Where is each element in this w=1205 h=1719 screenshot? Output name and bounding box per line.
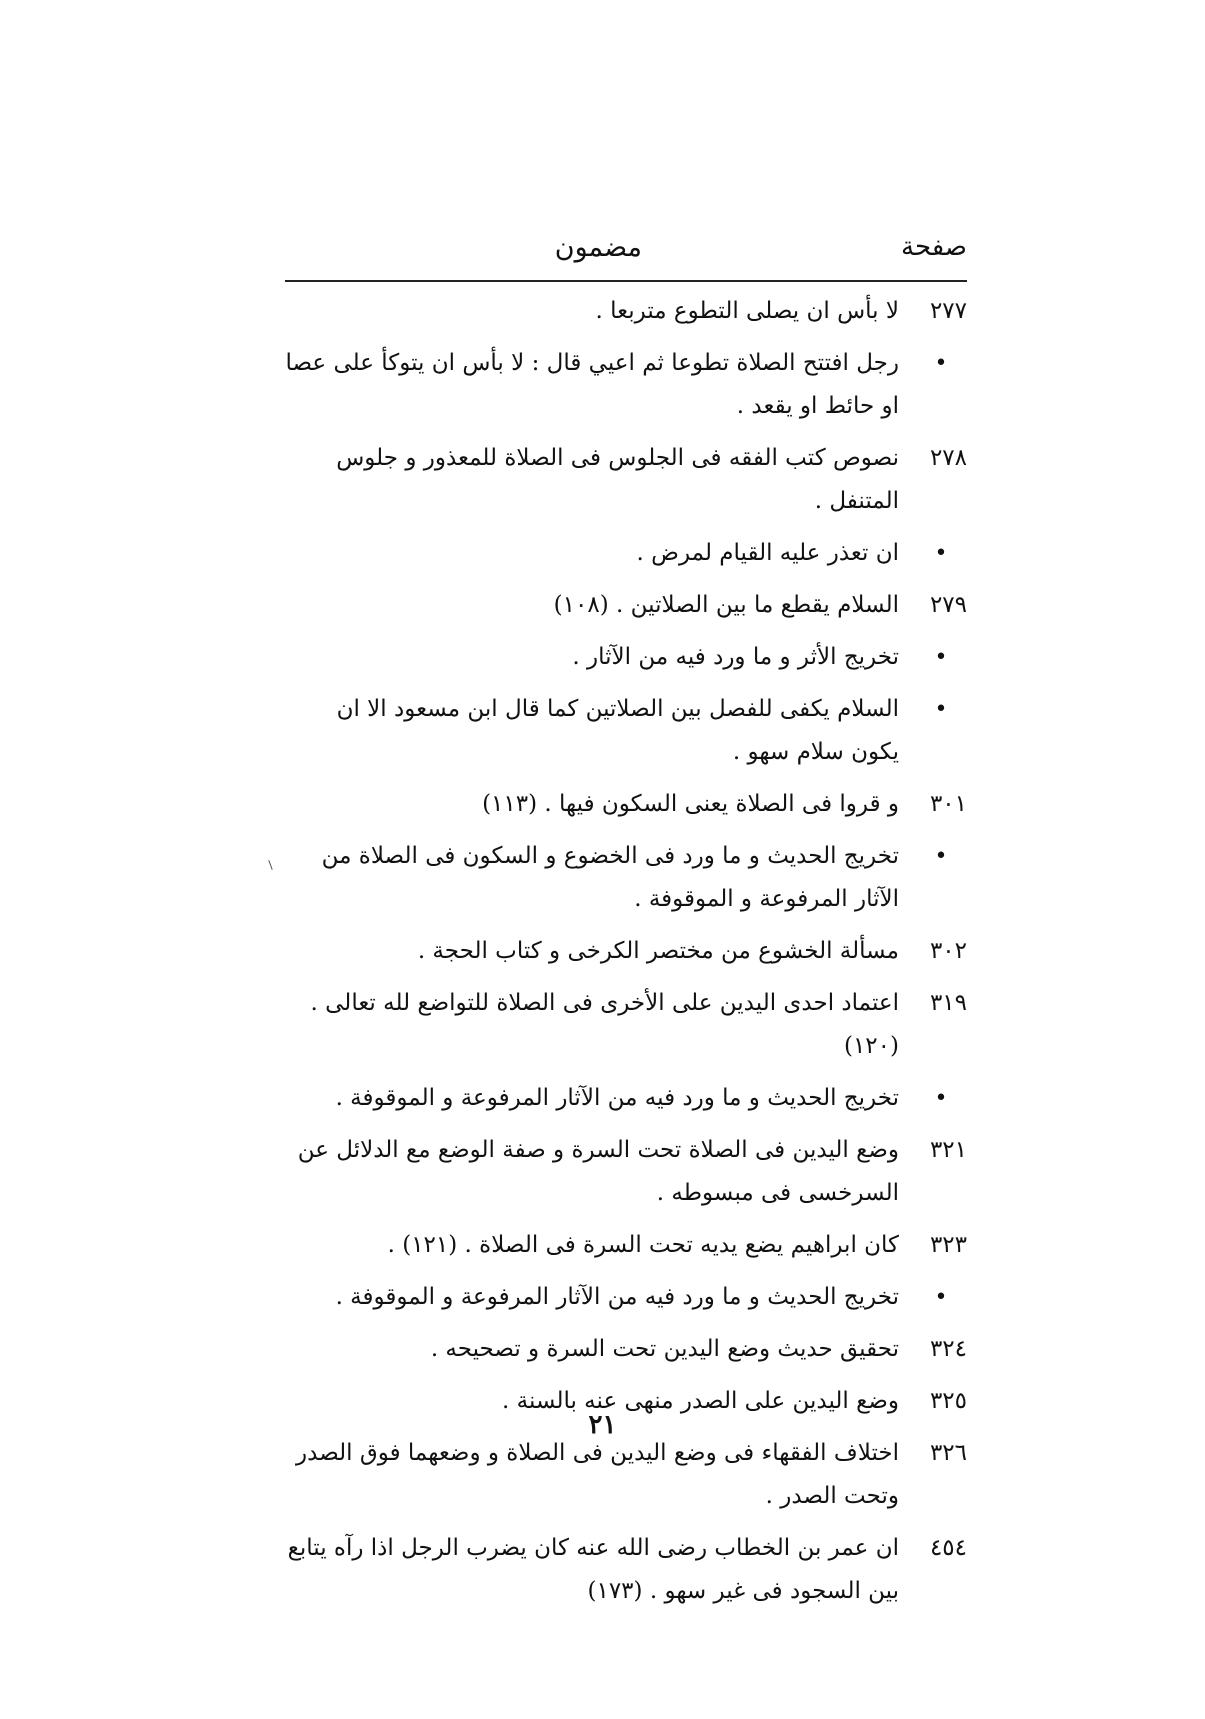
entry-page-number: ٣٢١ — [929, 1137, 967, 1163]
entry-page-number: ٢٧٩ — [929, 592, 967, 618]
page-number: ٢١ — [588, 1410, 617, 1440]
page-column-heading: صفحة — [901, 232, 967, 262]
list-item — [285, 1129, 967, 1215]
list-item — [285, 584, 967, 627]
entry-text: تخريج الحديث و ما ورد فى الخضوع و السكون فى الصلاة من الآثار المرفوعة و الموقوفة . — [321, 843, 899, 912]
entry-page-number: ٣٢٣ — [929, 1232, 967, 1258]
scan-mark — [268, 860, 272, 870]
entry-text: تخريج الحديث و ما ورد فيه من الآثار المرفوعة و الموقوفة . — [335, 1085, 899, 1111]
list-item — [285, 1432, 967, 1518]
entry-text: وضع اليدين فى الصلاة تحت السرة و صفة الوضع مع الدلائل عن السرخسى فى مبسوطه . — [297, 1137, 899, 1206]
list-item — [285, 982, 967, 1068]
entry-text: تخريج الحديث و ما ورد فيه من الآثار المرفوعة و الموقوفة . — [335, 1284, 899, 1310]
entry-page-number: ٣٠١ — [929, 791, 967, 817]
entry-text: نصوص كتب الفقه فى الجلوس فى الصلاة للمعذور و جلوس المتنفل . — [336, 445, 899, 514]
entry-text: السلام يقطع ما بين الصلاتين . (١٠٨) — [553, 592, 899, 618]
list-item — [285, 1276, 967, 1319]
entry-bullet: • — [934, 541, 948, 566]
entry-text: ان عمر بن الخطاب رضى الله عنه كان يضرب الرجل اذا رآه يتابع بين السجود فى غير سهو . (١٧٣) — [287, 1535, 899, 1604]
entry-page-number: ٣٢٦ — [929, 1440, 967, 1466]
entry-page-number: ٤٥٤ — [929, 1535, 967, 1561]
entry-page-number: ٢٧٨ — [929, 445, 967, 471]
entry-page-number: ٣٢٥ — [929, 1388, 967, 1414]
entry-text: تحقيق حديث وضع اليدين تحت السرة و تصحيحه . — [430, 1336, 899, 1362]
entry-bullet: • — [934, 645, 948, 670]
list-item — [285, 636, 967, 679]
entry-bullet: • — [934, 1086, 948, 1111]
list-item — [285, 1527, 967, 1613]
entry-bullet: • — [934, 697, 948, 722]
entry-text: ان تعذر عليه القيام لمرض . — [636, 540, 899, 566]
entry-text: كان ابراهيم يضع يديه تحت السرة فى الصلاة . (١٢١) . — [387, 1232, 899, 1258]
list-item — [285, 1224, 967, 1267]
entry-text: وضع اليدين على الصدر منهى عنه بالسنة . — [502, 1388, 899, 1414]
list-item — [285, 437, 967, 523]
entry-bullet: • — [934, 844, 948, 869]
list-item — [285, 835, 967, 921]
entry-text: و قروا فى الصلاة يعنى السكون فيها . (١١٣) — [482, 791, 899, 817]
entry-bullet: • — [934, 351, 948, 376]
list-item — [285, 930, 967, 973]
entry-page-number: ٢٧٧ — [929, 298, 967, 324]
header-divider — [285, 280, 967, 282]
table-header — [285, 232, 967, 272]
entry-text: اعتماد احدى اليدين على الأخرى فى الصلاة للتواضع لله تعالى . (١٢٠) — [310, 990, 899, 1059]
entry-text: رجل افتتح الصلاة تطوعا ثم اعيي قال : لا بأس ان يتوكأ على عصا او حائط او يقعد . — [285, 350, 899, 419]
list-item — [285, 783, 967, 826]
list-item — [285, 290, 967, 333]
list-item — [285, 688, 967, 774]
entry-text: مسألة الخشوع من مختصر الكرخى و كتاب الحجة . — [417, 938, 899, 964]
list-item — [285, 1077, 967, 1120]
list-item — [285, 1328, 967, 1371]
entry-page-number: ٣٠٢ — [929, 938, 967, 964]
list-item — [285, 532, 967, 575]
entry-text: تخريج الأثر و ما ورد فيه من الآثار . — [572, 644, 899, 670]
list-item — [285, 342, 967, 428]
entry-page-number: ٣٢٤ — [929, 1336, 967, 1362]
entry-text: السلام يكفى للفصل بين الصلاتين كما قال ابن مسعود الا ان يكون سلام سهو . — [336, 696, 899, 765]
entry-text: اختلاف الفقهاء فى وضع اليدين فى الصلاة و وضعهما فوق الصدر وتحت الصدر . — [296, 1440, 899, 1509]
entry-text: لا بأس ان يصلى التطوع متربعا . — [595, 298, 899, 324]
subject-column-heading: مضمون — [554, 232, 642, 263]
entry-bullet: • — [934, 1285, 948, 1310]
entry-page-number: ٣١٩ — [929, 990, 967, 1016]
